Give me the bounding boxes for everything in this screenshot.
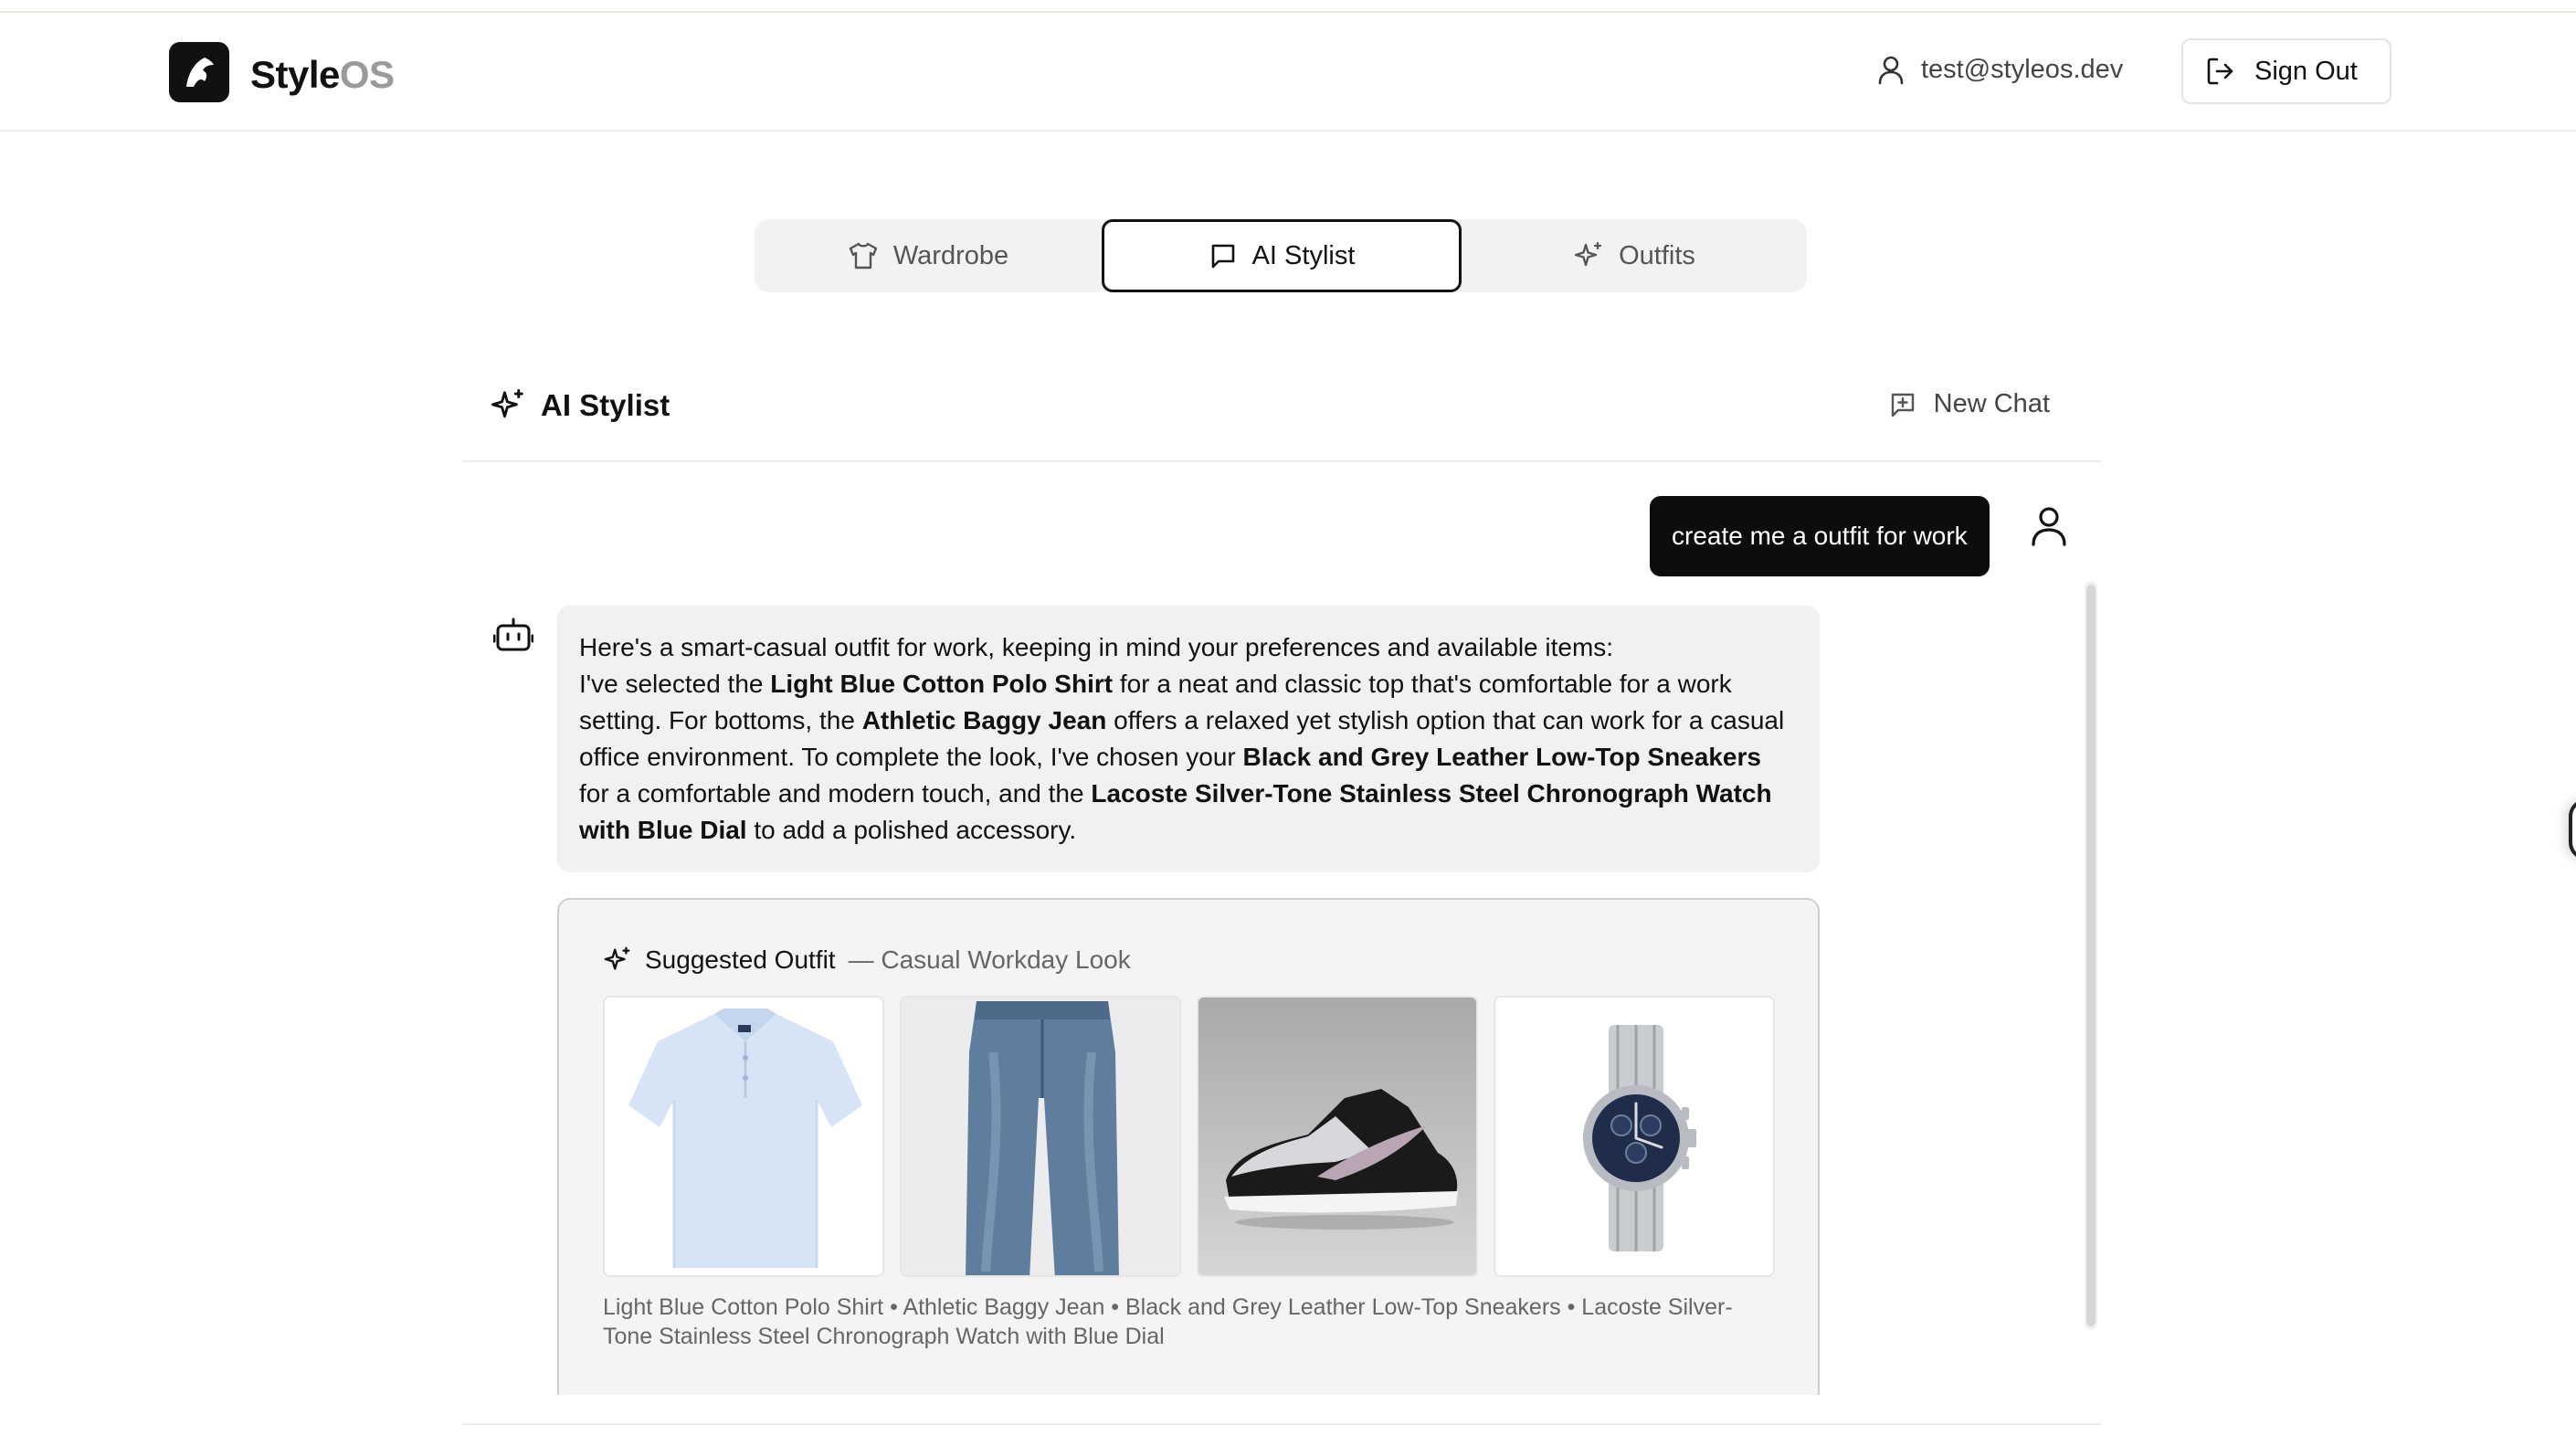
chat-bubble-icon (1209, 241, 1238, 270)
main-tabs (755, 219, 1807, 292)
new-chat-button[interactable] (1888, 389, 2050, 419)
assistant-avatar (493, 616, 533, 660)
sparkles-icon (603, 945, 632, 975)
bot-icon (493, 616, 533, 656)
scrollbar-thumb[interactable] (2086, 585, 2096, 1326)
item-mention-jean: Athletic Baggy Jean (861, 706, 1107, 734)
log-out-icon (2205, 56, 2236, 87)
item-mention-watch: Lacoste Silver-Tone Stainless Steel Chronograph Watch with Blue Dial (579, 779, 1772, 844)
suggested-outfit-label: Suggested Outfit (645, 945, 836, 974)
user-account (1877, 55, 2123, 85)
tab-wardrobe[interactable] (755, 219, 1102, 292)
new-chat-label: New Chat (1933, 389, 2050, 418)
app-header (0, 13, 2576, 132)
user-message-text: create me a outfit for work (1672, 522, 1968, 550)
sparkles-icon (490, 387, 526, 424)
chat-input-divider (462, 1423, 2101, 1425)
sparkles-icon (1573, 240, 1604, 271)
tab-ai-stylist-label: AI Stylist (1251, 240, 1356, 270)
floating-edge-button[interactable] (2569, 798, 2576, 861)
tab-outfits[interactable] (1462, 219, 1807, 292)
assistant-text: for a neat and classic top that's comfortable for a work setting. For bottoms, the (579, 670, 1732, 734)
assistant-text: I've selected the (579, 670, 771, 698)
watch-image (1495, 998, 1775, 1277)
item-mention-polo: Light Blue Cotton Polo Shirt (770, 670, 1114, 698)
assistant-intro: Here's a smart-casual outfit for work, keeping in mind your preferences and available items: (579, 633, 1614, 661)
chat-title (490, 387, 670, 424)
jean-image (902, 998, 1181, 1277)
top-border (0, 0, 2576, 13)
new-chat-icon (1888, 390, 1917, 419)
suggested-outfit-header (603, 945, 1131, 975)
shirt-icon (848, 241, 879, 270)
assistant-text: offers a relaxed yet stylish option that can work for a casual office environment. To complete the look, I've chosen your (579, 706, 1785, 771)
suggested-outfit-card (557, 898, 1820, 1395)
outfit-item-watch[interactable] (1494, 996, 1775, 1277)
tab-outfits-label: Outfits (1619, 240, 1695, 270)
user-icon (2030, 505, 2068, 547)
chat-title-label: AI Stylist (541, 388, 670, 422)
brand-main: Style (250, 53, 340, 96)
item-mention-sneakers: Black and Grey Leather Low-Top Sneakers (1242, 743, 1761, 771)
tab-ai-stylist[interactable] (1102, 219, 1462, 292)
user-message (1650, 496, 1990, 576)
brand-name (250, 53, 395, 97)
assistant-message (557, 606, 1820, 872)
outfit-item-polo-shirt[interactable] (603, 996, 884, 1277)
sign-out-label: Sign Out (2254, 56, 2358, 86)
outfit-items-list: Light Blue Cotton Polo Shirt • Athletic Baggy Jean • Black and Grey Leather Low-Top Sneakers • Lacoste Silver-Tone Stainless Steel Chronograph Watch with Blue Dial (603, 1294, 1733, 1349)
user-email: test@styleos.dev (1921, 55, 2124, 84)
app-logo[interactable] (169, 42, 229, 102)
assistant-text: to add a polished accessory. (746, 816, 1077, 844)
outfit-item-baggy-jean[interactable] (900, 996, 1181, 1277)
sign-out-button[interactable] (2181, 38, 2391, 104)
chat-panel-header (462, 375, 2101, 462)
user-icon (1877, 56, 1905, 85)
assistant-body (579, 666, 1798, 849)
brand-accent: OS (339, 53, 395, 96)
outfit-item-sneakers[interactable] (1197, 996, 1478, 1277)
sneaker-image (1198, 998, 1478, 1277)
user-avatar (2030, 505, 2068, 552)
outfit-name: — Casual Workday Look (848, 945, 1131, 974)
assistant-text: for a comfortable and modern touch, and the (579, 779, 1092, 808)
logo-icon (177, 50, 221, 94)
chat-scrollbar[interactable] (2085, 581, 2097, 1330)
tab-wardrobe-label: Wardrobe (892, 240, 1009, 270)
polo-shirt-image (605, 998, 884, 1277)
